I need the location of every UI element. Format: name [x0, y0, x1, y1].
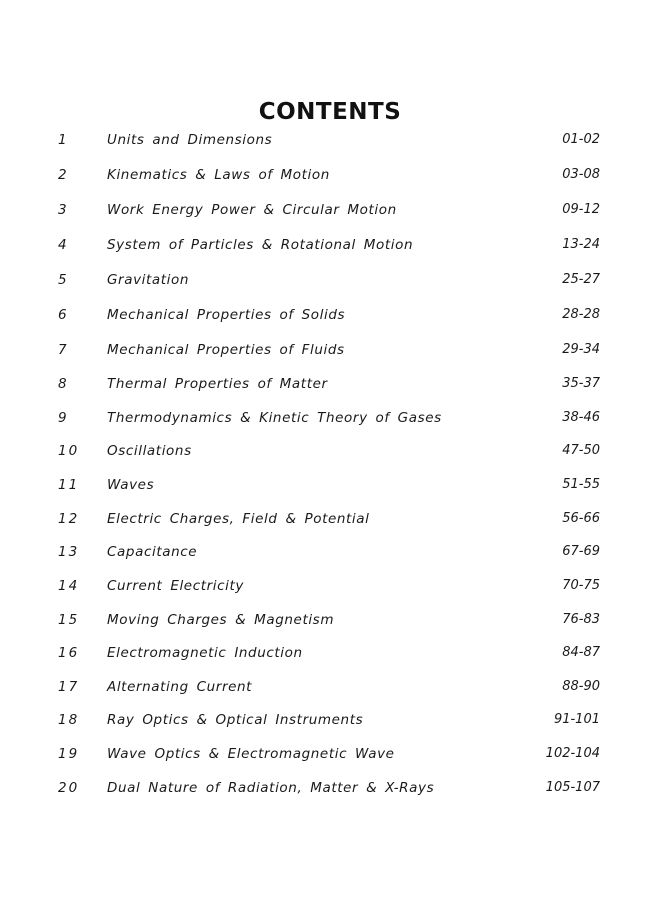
page-range: 67-69 — [562, 544, 600, 559]
chapter-number: 9 — [58, 410, 69, 426]
chapter-title: Oscillations — [107, 443, 192, 459]
chapter-number: 14 — [58, 578, 80, 594]
page-range: 28-28 — [562, 307, 600, 322]
page-range: 91-101 — [553, 712, 600, 727]
page-range: 13-24 — [562, 237, 600, 252]
chapter-number: 11 — [58, 477, 80, 493]
page-title: CONTENTS — [258, 99, 402, 126]
page-range: 29-34 — [562, 342, 600, 357]
chapter-number: 20 — [58, 780, 80, 796]
chapter-title: Waves — [107, 477, 155, 493]
toc-row — [0, 469, 660, 499]
chapter-title: Electric Charges, Field & Potential — [107, 511, 370, 527]
chapter-title: Thermodynamics & Kinetic Theory of Gases — [107, 410, 442, 426]
chapter-title: Moving Charges & Magnetism — [107, 612, 335, 628]
chapter-title: Gravitation — [107, 272, 190, 288]
page-range: 09-12 — [562, 202, 600, 217]
page-range: 88-90 — [562, 679, 600, 694]
chapter-title: Electromagnetic Induction — [107, 645, 303, 661]
chapter-number: 4 — [58, 237, 69, 253]
chapter-title: Mechanical Properties of Fluids — [107, 342, 345, 358]
toc-row — [0, 194, 660, 224]
toc-row — [0, 402, 660, 432]
chapter-title: Work Energy Power & Circular Motion — [107, 202, 397, 218]
chapter-number: 5 — [58, 272, 69, 288]
page-range: 70-75 — [562, 578, 600, 593]
chapter-number: 15 — [58, 612, 80, 628]
page-range: 35-37 — [562, 376, 600, 391]
chapter-number: 12 — [58, 511, 80, 527]
chapter-number: 8 — [58, 376, 69, 392]
chapter-number: 17 — [58, 679, 80, 695]
chapter-number: 10 — [58, 443, 80, 459]
toc-row — [0, 604, 660, 634]
chapter-title: Kinematics & Laws of Motion — [107, 167, 330, 183]
page-range: 01-02 — [562, 132, 600, 147]
chapter-title: Dual Nature of Radiation, Matter & X-Rays — [107, 780, 435, 796]
toc-row — [0, 570, 660, 600]
toc-row — [0, 229, 660, 259]
chapter-title: Units and Dimensions — [107, 132, 273, 148]
toc-row — [0, 264, 660, 294]
chapter-number: 1 — [58, 132, 69, 148]
page-range: 51-55 — [562, 477, 600, 492]
chapter-title: Mechanical Properties of Solids — [107, 307, 346, 323]
toc-row — [0, 368, 660, 398]
toc-row — [0, 704, 660, 734]
page-range: 38-46 — [562, 410, 600, 425]
chapter-title: Ray Optics & Optical Instruments — [107, 712, 364, 728]
toc-row — [0, 435, 660, 465]
page-range: 105-107 — [545, 780, 600, 795]
chapter-number: 19 — [58, 746, 80, 762]
toc-row — [0, 671, 660, 701]
chapter-number: 6 — [58, 307, 69, 323]
page-range: 47-50 — [562, 443, 600, 458]
toc-row — [0, 738, 660, 768]
toc-row — [0, 637, 660, 667]
toc-row — [0, 334, 660, 364]
chapter-number: 13 — [58, 544, 80, 560]
toc-row — [0, 503, 660, 533]
toc-row — [0, 159, 660, 189]
page-range: 25-27 — [562, 272, 600, 287]
toc-row — [0, 536, 660, 566]
chapter-number: 7 — [58, 342, 69, 358]
toc-row — [0, 772, 660, 802]
chapter-number: 16 — [58, 645, 80, 661]
chapter-title: Wave Optics & Electromagnetic Wave — [107, 746, 395, 762]
chapter-title: Alternating Current — [107, 679, 253, 695]
chapter-number: 18 — [58, 712, 80, 728]
page-range: 03-08 — [562, 167, 600, 182]
page-range: 84-87 — [562, 645, 600, 660]
chapter-title: Capacitance — [107, 544, 198, 560]
chapter-title: Thermal Properties of Matter — [107, 376, 328, 392]
toc-row — [0, 124, 660, 154]
chapter-number: 3 — [58, 202, 69, 218]
page-range: 102-104 — [545, 746, 600, 761]
chapter-title: System of Particles & Rotational Motion — [107, 237, 414, 253]
toc-row — [0, 299, 660, 329]
chapter-title: Current Electricity — [107, 578, 244, 594]
chapter-number: 2 — [58, 167, 69, 183]
page-range: 76-83 — [562, 612, 600, 627]
page-range: 56-66 — [562, 511, 600, 526]
